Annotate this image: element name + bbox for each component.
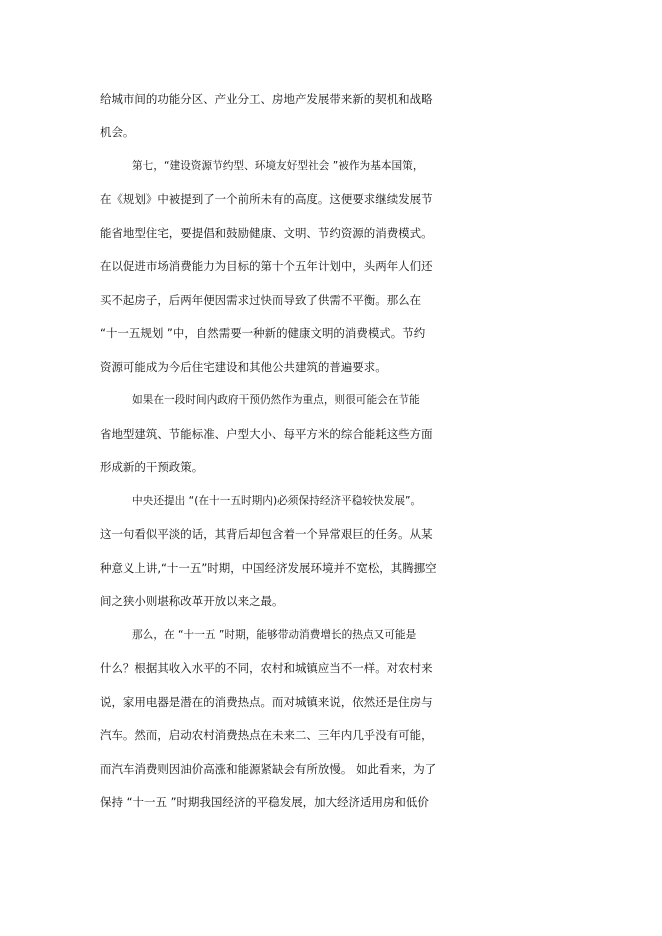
text-line: 资源可能成为今后住宅建设和其他公共建筑的普遍要求。: [100, 360, 387, 374]
text-line: 种意义上讲,“十一五”时期，中国经济发展环境并不宽松，其腾挪空: [100, 561, 437, 575]
text-line: 什么？根据其收入水平的不同，农村和城镇应当不一样。对农村来: [100, 661, 433, 675]
text-line: 第七，“建设资源节约型、环境友好型社会 ”被作为基本国策，: [132, 159, 424, 172]
text-line: 如果在一段时间内政府干预仍然作为重点，则很可能会在节能: [132, 393, 420, 406]
text-line: 机会。: [100, 125, 135, 139]
text-line: 间之狭小则堪称改革开放以来之最。: [100, 594, 284, 608]
text-line: “十一五规划 ”中，自然需要一种新的健康文明的消费模式。节约: [100, 326, 426, 340]
text-line: 形成新的干预政策。: [100, 460, 204, 474]
text-line: 而汽车消费则因油价高涨和能源紧缺会有所放慢。 如此看来，为了: [100, 762, 437, 776]
text-line: 在《规划》中被提到了一个前所未有的高度。这便要求继续发展节: [100, 192, 433, 206]
text-line: 汽车。然而，启动农村消费热点在未来二、三年内几乎没有可能，: [100, 728, 433, 742]
text-line: 给城市间的功能分区、产业分工、房地产发展带来新的契机和战略: [100, 92, 433, 106]
text-line: 省地型建筑、节能标准、户型大小、每平方米的综合能耗这些方面: [100, 427, 433, 441]
text-line: 那么，在 “十一五 ”时期，能够带动消费增长的热点又可能是: [132, 628, 417, 641]
text-line: 说，家用电器是潜在的消费热点。而对城镇来说，依然还是住房与: [100, 695, 433, 709]
text-line: 买不起房子，后两年便因需求过快而导致了供需不平衡。那么在: [100, 293, 422, 307]
text-line: 在以促进市场消费能力为目标的第十个五年计划中，头两年人们还: [100, 259, 433, 273]
text-line: 中央还提出 “(在十一五时期内)必须保持经济平稳较快发展”。: [132, 494, 422, 507]
text-line: 能省地型住宅，要提倡和鼓励健康、文明、节约资源的消费模式。: [100, 226, 433, 240]
text-line: 保持 “十一五 ”时期我国经济的平稳发展，加大经济适用房和低价: [100, 795, 429, 809]
text-line: 这一句看似平淡的话，其背后却包含着一个异常艰巨的任务。从某: [100, 527, 433, 541]
